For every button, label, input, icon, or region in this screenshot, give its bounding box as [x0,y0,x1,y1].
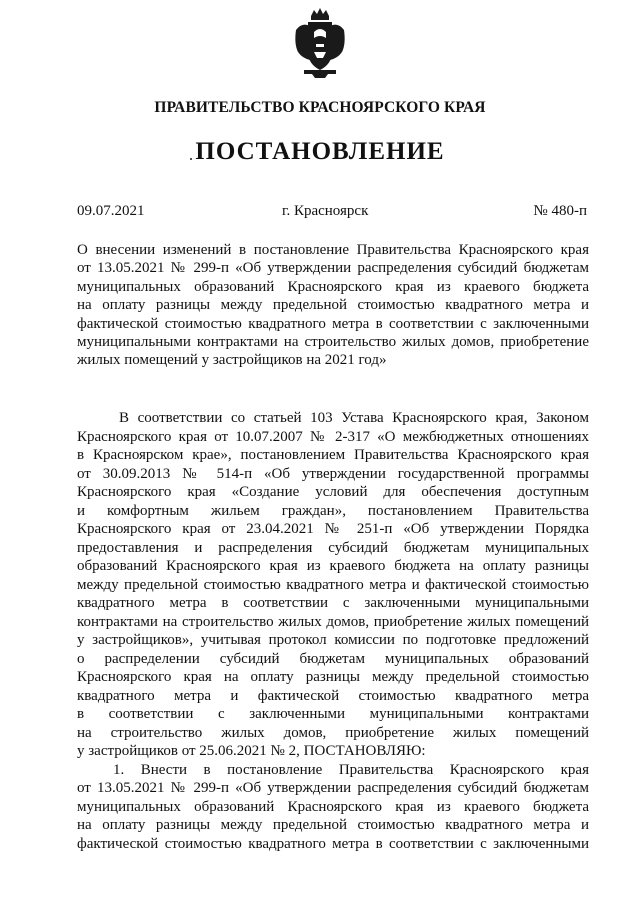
subject-line: муниципальными контрактами на строительство жилых домов, приобретение [77,334,589,351]
subject-line: О внесении изменений в постановление Правительства Красноярского края [77,242,589,258]
body-line: предоставления и распределения субсидий бюджетам муниципальных [77,539,589,556]
body-line: от 30.09.2013 № 514-п «Об утверждении государственной программы [77,465,589,482]
subject-line: фактической стоимостью квадратного метра в соответствии с заключенными [77,315,589,332]
body-line: между предельной стоимостью квадратного метра и фактической стоимостью [77,576,589,593]
body-line: в соответствии с заключенными муниципальными контрактами [77,706,589,722]
document-body [77,409,589,853]
subject-line: муниципальных образований Красноярского края из краевого бюджета [77,278,589,295]
body-line: о распределении субсидий бюджетам муниципальных образований [77,650,589,667]
subject-line: от 13.05.2021 № 299-п «Об утверждении распределения субсидий бюджетам [77,260,589,277]
body-line: квадратного метра в соответствии с заключенными муниципальными [77,595,589,611]
body-line: квадратного метра и фактической стоимостью квадратного метра [77,687,589,704]
body-line: муниципальных образований Красноярского края из краевого бюджета [77,798,589,815]
coat-of-arms-emblem-icon [292,8,348,78]
document-subject [77,241,589,370]
body-line: В соответствии со статьей 103 Устава Красноярского края, Законом [119,410,589,426]
document-date: 09.07.2021 [77,203,145,219]
government-title: ПРАВИТЕЛЬСТВО КРАСНОЯРСКОГО КРАЯ [154,99,486,116]
subject-line: жилых помещений у застройщиков на 2021 год» [77,352,387,369]
body-line: образований Красноярского края из краевого бюджета на оплату разницы [77,558,589,574]
subject-line: на оплату разницы между предельной стоимостью квадратного метра и [77,297,589,314]
body-line: Красноярского края от 23.04.2021 № 251-п «Об утверждении Порядка [77,521,589,537]
scan-speck [190,158,192,160]
body-line: у застройщиков», учитывая протокол комиссии по подготовке предложений [77,632,589,648]
body-line: от 13.05.2021 № 299-п «Об утверждении распределения субсидий бюджетам [77,780,589,796]
body-line: и комфортным жильем граждан», постановлением Правительства [77,502,589,519]
body-line: фактической стоимостью квадратного метра в соответствии с заключенными [77,835,589,852]
body-line: контрактами на строительство жилых домов, приобретение жилых помещений [77,613,589,630]
document-number: № 480-п [533,203,587,219]
document-type-title: ПОСТАНОВЛЕНИЕ [195,138,445,165]
body-line: Красноярского края на оплату разницы между предельной стоимостью [77,669,589,685]
body-line: Красноярского края «Создание условий для обеспечения доступным [77,484,589,500]
body-line: в Красноярском крае», постановлением Правительства Красноярского края [77,447,589,463]
body-line: у застройщиков от 25.06.2021 № 2, ПОСТАНОВЛЯЮ: [77,743,426,759]
body-line: 1. Внести в постановление Правительства Красноярского края [113,761,589,778]
body-line: Красноярского края от 10.07.2007 № 2-317 «О межбюджетных отношениях [77,428,589,445]
document-city: г. Красноярск [282,203,369,219]
body-line: на оплату разницы между предельной стоимостью квадратного метра и [77,817,589,833]
body-line: на строительство жилых домов, приобретение жилых помещений [77,724,589,741]
